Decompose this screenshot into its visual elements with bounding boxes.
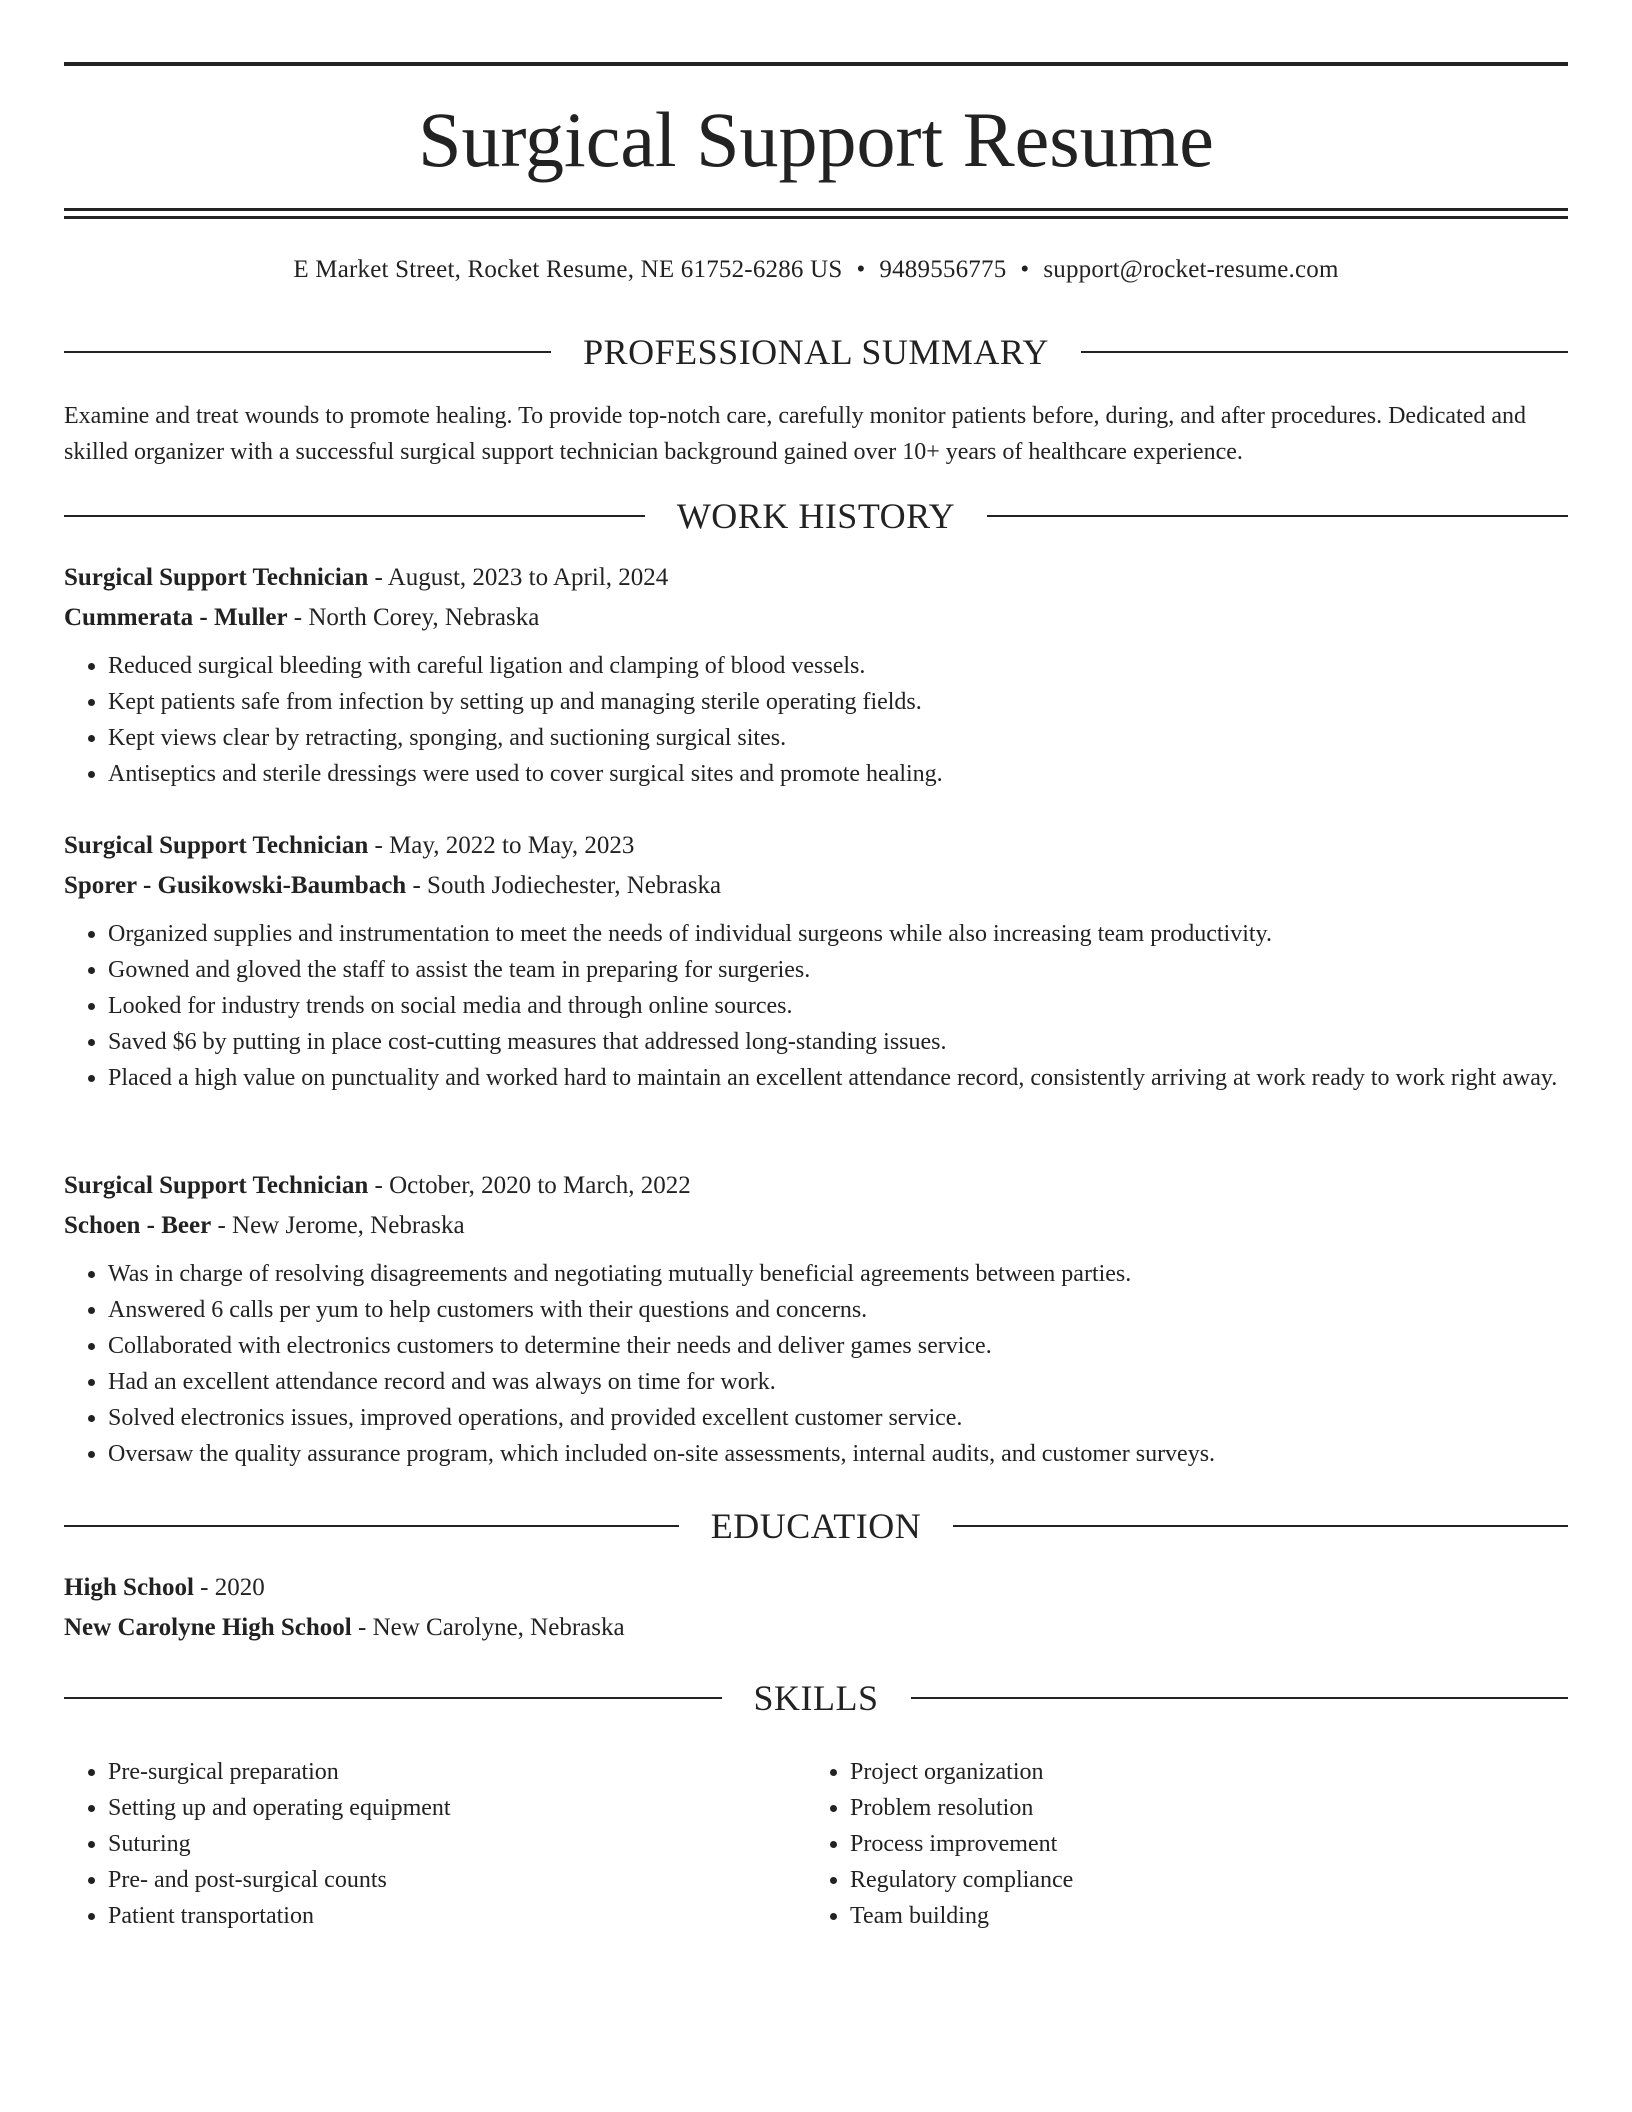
skill-item: • Suturing bbox=[108, 1826, 764, 1862]
list-item: • Antiseptics and sterile dressings were used to cover surgical sites and promote healing. bbox=[108, 756, 1568, 792]
list-item: • Collaborated with electronics customers to determine their needs and deliver games service. bbox=[108, 1328, 1568, 1364]
section-title: WORK HISTORY bbox=[676, 496, 956, 536]
skills-list bbox=[64, 1754, 764, 1934]
education-entry bbox=[64, 1568, 1568, 1648]
list-item: • Solved electronics issues, improved operations, and provided excellent customer service. bbox=[108, 1400, 1568, 1436]
job-company: Sporer - Gusikowski-Baumbach bbox=[64, 872, 407, 899]
skill-item: • Pre-surgical preparation bbox=[108, 1754, 764, 1790]
top-rule bbox=[64, 62, 1568, 66]
job-dates: - August, 2023 to April, 2024 bbox=[368, 564, 669, 591]
contact-separator: • bbox=[1020, 256, 1030, 283]
job-location: - New Jerome, Nebraska bbox=[211, 1212, 465, 1239]
section-header-work bbox=[64, 492, 1568, 540]
list-item: • Looked for industry trends on social media and through online sources. bbox=[108, 988, 1568, 1024]
education-location: - New Carolyne, Nebraska bbox=[351, 1614, 625, 1641]
skills-column-right bbox=[806, 1754, 1506, 1934]
skill-item: • Pre- and post-surgical counts bbox=[108, 1862, 764, 1898]
job-title: Surgical Support Technician bbox=[64, 564, 369, 591]
job-title: Surgical Support Technician bbox=[64, 832, 369, 859]
skill-item: • Setting up and operating equipment bbox=[108, 1790, 764, 1826]
contact-separator: • bbox=[856, 256, 866, 283]
job-entry bbox=[64, 826, 1568, 1096]
education-degree: High School bbox=[64, 1574, 194, 1601]
job-company: Schoen - Beer bbox=[64, 1212, 212, 1239]
job-bullets bbox=[64, 916, 1568, 1096]
job-bullets bbox=[64, 1256, 1568, 1472]
job-company-line bbox=[64, 1206, 1568, 1246]
job-title-line bbox=[64, 1166, 1568, 1206]
list-item: • Oversaw the quality assurance program, which included on-site assessments, internal audits, and customer surveys. bbox=[108, 1436, 1568, 1472]
job-title-line bbox=[64, 826, 1568, 866]
contact-line bbox=[64, 252, 1568, 288]
section-rule-left bbox=[64, 1525, 679, 1527]
contact-email: support@rocket-resume.com bbox=[1043, 256, 1339, 283]
skill-item: • Regulatory compliance bbox=[850, 1862, 1506, 1898]
resume-title: Surgical Support Resume bbox=[418, 96, 1214, 183]
skill-item: • Patient transportation bbox=[108, 1898, 764, 1934]
skills-column-left bbox=[64, 1754, 764, 1934]
section-rule-right bbox=[987, 515, 1568, 517]
job-bullets bbox=[64, 648, 1568, 792]
education-school: New Carolyne High School bbox=[64, 1614, 352, 1641]
job-entry bbox=[64, 1166, 1568, 1472]
job-location: - South Jodiechester, Nebraska bbox=[406, 872, 722, 899]
skills-list bbox=[806, 1754, 1506, 1934]
section-rule-right bbox=[1081, 351, 1568, 353]
job-location: - North Corey, Nebraska bbox=[287, 604, 540, 631]
skill-item: • Process improvement bbox=[850, 1826, 1506, 1862]
job-entry bbox=[64, 558, 1568, 792]
section-header-education bbox=[64, 1502, 1568, 1550]
education-school-line bbox=[64, 1608, 1568, 1648]
list-item: • Placed a high value on punctuality and worked hard to maintain an excellent attendance record, consistently arriving at work ready to work right away. bbox=[108, 1060, 1568, 1096]
list-item: • Was in charge of resolving disagreements and negotiating mutually beneficial agreements between parties. bbox=[108, 1256, 1568, 1292]
title-rule-lower bbox=[64, 216, 1568, 219]
contact-phone: 9489556775 bbox=[879, 256, 1007, 283]
section-rule-right bbox=[911, 1697, 1569, 1699]
section-header-skills bbox=[64, 1674, 1568, 1722]
list-item: • Gowned and gloved the staff to assist the team in preparing for surgeries. bbox=[108, 952, 1568, 988]
summary-text: Examine and treat wounds to promote healing. To provide top-notch care, carefully monitor patients before, during, and after procedures. Dedicated and skilled organizer with a successful surgical support technician background gained over 10+ years of healthcare experience. bbox=[64, 403, 1527, 465]
education-year: - 2020 bbox=[193, 1574, 265, 1601]
section-header-summary bbox=[64, 328, 1568, 376]
section-rule-right bbox=[953, 1525, 1568, 1527]
list-item: • Kept patients safe from infection by setting up and managing sterile operating fields. bbox=[108, 684, 1568, 720]
job-dates: - October, 2020 to March, 2022 bbox=[368, 1172, 691, 1199]
skill-item: • Problem resolution bbox=[850, 1790, 1506, 1826]
section-title: EDUCATION bbox=[710, 1506, 922, 1546]
section-rule-left bbox=[64, 1697, 722, 1699]
list-item: • Answered 6 calls per yum to help customers with their questions and concerns. bbox=[108, 1292, 1568, 1328]
title-rule-upper bbox=[64, 208, 1568, 211]
job-company-line bbox=[64, 598, 1568, 638]
job-company: Cummerata - Muller bbox=[64, 604, 288, 631]
section-title: PROFESSIONAL SUMMARY bbox=[583, 332, 1049, 372]
job-dates: - May, 2022 to May, 2023 bbox=[368, 832, 635, 859]
list-item: • Kept views clear by retracting, sponging, and suctioning surgical sites. bbox=[108, 720, 1568, 756]
skill-item: • Team building bbox=[850, 1898, 1506, 1934]
section-title: SKILLS bbox=[753, 1678, 879, 1718]
job-title-line bbox=[64, 558, 1568, 598]
contact-address: E Market Street, Rocket Resume, NE 61752-6286 US bbox=[293, 256, 843, 283]
section-rule-left bbox=[64, 351, 551, 353]
job-title: Surgical Support Technician bbox=[64, 1172, 369, 1199]
list-item: • Saved $6 by putting in place cost-cutting measures that addressed long-standing issues. bbox=[108, 1024, 1568, 1060]
list-item: • Reduced surgical bleeding with careful ligation and clamping of blood vessels. bbox=[108, 648, 1568, 684]
job-company-line bbox=[64, 866, 1568, 906]
skill-item: • Project organization bbox=[850, 1754, 1506, 1790]
section-rule-left bbox=[64, 515, 645, 517]
list-item: • Had an excellent attendance record and was always on time for work. bbox=[108, 1364, 1568, 1400]
list-item: • Organized supplies and instrumentation to meet the needs of individual surgeons while also increasing team productivity. bbox=[108, 916, 1568, 952]
education-degree-line bbox=[64, 1568, 1568, 1608]
